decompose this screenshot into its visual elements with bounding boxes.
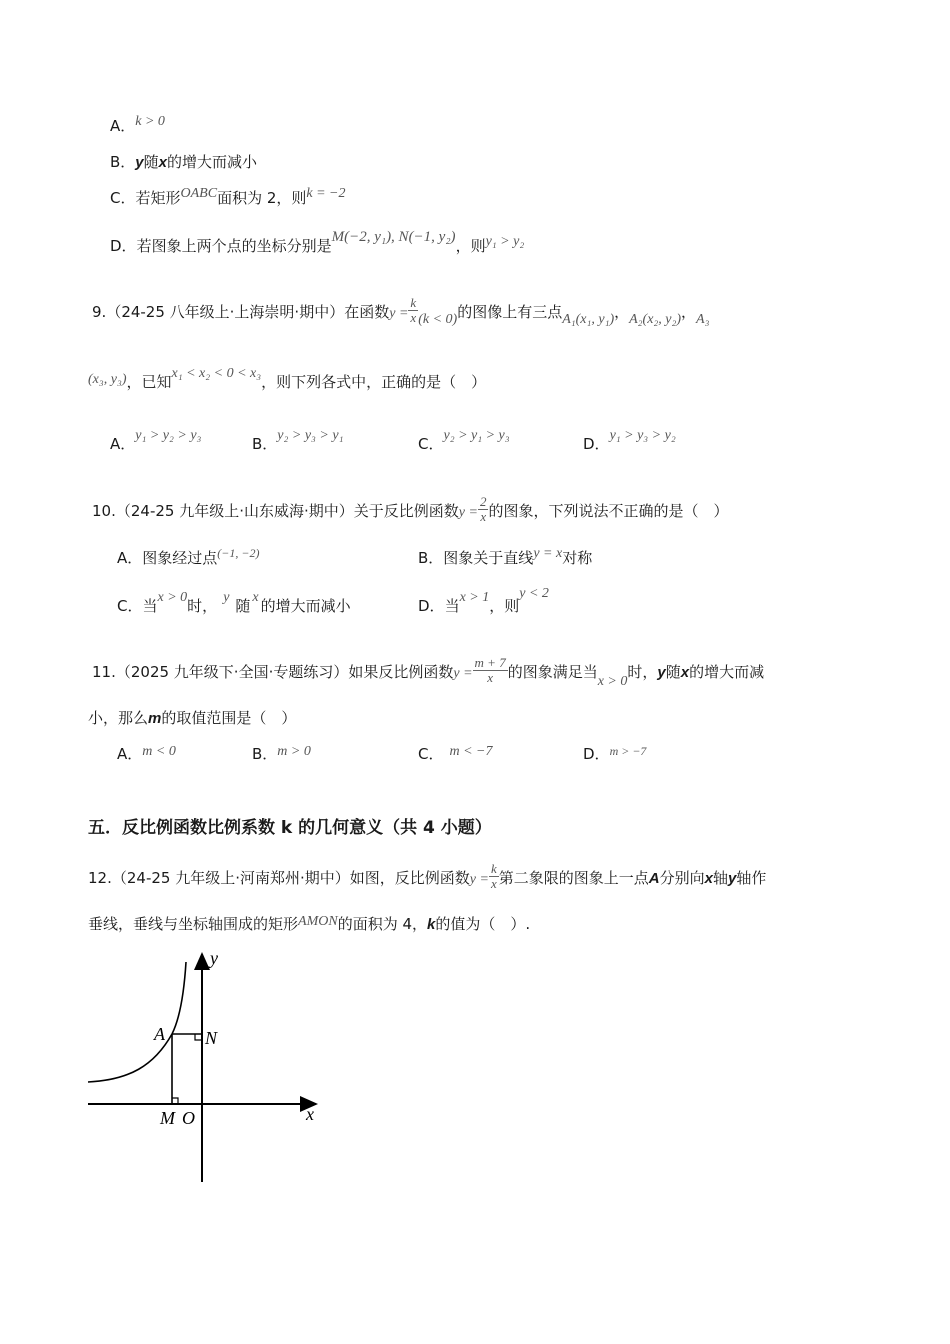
- label-O: O: [182, 1108, 195, 1128]
- label-y: y: [210, 948, 218, 968]
- variable-k: k: [427, 916, 436, 933]
- math-expression: m > −7: [609, 744, 647, 758]
- variable-y: y: [135, 154, 144, 171]
- text: 如图，反比例函数: [349, 869, 470, 887]
- text: 小，那么: [88, 709, 149, 727]
- q9-option-c: [418, 428, 510, 456]
- q11-stem-line1: [92, 655, 765, 689]
- text: 若图象上两个点的坐标分别是: [136, 237, 332, 255]
- fraction-numerator: k: [490, 861, 497, 876]
- text: 时，: [187, 597, 218, 615]
- option-label: A．: [117, 745, 143, 763]
- option-label: C．: [418, 435, 444, 453]
- q10-option-b: [418, 548, 592, 570]
- variable-x: x: [158, 154, 167, 171]
- text: 面积为 2，则: [217, 189, 307, 207]
- question-source: （24-25 九年级上·山东威海·期中）: [115, 502, 354, 520]
- math-expression: m < −7: [449, 744, 493, 759]
- q8-option-d: [110, 229, 525, 258]
- text: 时，: [627, 663, 658, 681]
- q10-option-d: [418, 586, 549, 618]
- fraction-numerator: 2: [479, 494, 487, 509]
- text: 轴: [712, 869, 728, 887]
- math-expression: A₁(x₁, y₁): [562, 312, 615, 327]
- math-expression: y₁ > y₃ > y₂: [609, 428, 676, 443]
- math-expression: k > 0: [135, 114, 165, 129]
- fraction-numerator: m + 7: [474, 655, 506, 670]
- math-expression: y₂ > y₁ > y₃: [443, 428, 510, 443]
- text: 在函数: [344, 303, 390, 321]
- label-M: M: [160, 1108, 175, 1128]
- option-label: C．: [418, 745, 444, 763]
- q8-option-c: [110, 188, 345, 210]
- fraction: [408, 296, 418, 325]
- text: ，已知: [126, 373, 172, 391]
- text: 对称: [562, 549, 593, 567]
- variable-A: A: [648, 870, 660, 887]
- math-expression: A₂(x₂, y₂): [629, 312, 682, 327]
- q11-stem-line2: [88, 708, 296, 729]
- q10-option-a: [117, 548, 259, 569]
- q11-option-b: [252, 744, 311, 766]
- fraction: [489, 862, 499, 891]
- math-expression: y =: [389, 306, 409, 321]
- math-expression: y₁ > y₂ > y₃: [135, 428, 202, 443]
- text: 轴作: [736, 869, 767, 887]
- fraction: [478, 495, 489, 524]
- math-expression: m > 0: [277, 744, 311, 759]
- math-expression: A₃: [696, 312, 710, 327]
- text: 的面积为 4，: [337, 915, 427, 933]
- math-expression: x > 1: [459, 590, 490, 605]
- text: 随: [235, 597, 251, 615]
- text: 的图象，下列说法不正确的是（ ）: [488, 502, 729, 520]
- text: 的取值范围是（ ）: [161, 709, 297, 727]
- q10-stem: [92, 494, 729, 526]
- q12-stem-line2: [88, 914, 530, 936]
- text: 第二象限的图象上一点: [498, 869, 649, 887]
- q8-option-a: [110, 116, 165, 138]
- q9-option-d: [583, 428, 676, 456]
- math-expression: x > 0: [157, 590, 188, 605]
- text: ，则: [489, 597, 520, 615]
- q10-option-c: [117, 590, 351, 618]
- text: ，则: [455, 237, 486, 255]
- math-expression: (k < 0): [418, 312, 458, 327]
- q9-option-a: [110, 428, 202, 456]
- q11-option-a: [117, 744, 176, 766]
- q9-option-b: [252, 428, 344, 456]
- text: ，则下列各式中，正确的是（ ）: [261, 373, 487, 391]
- question-number: 12.: [88, 869, 112, 887]
- right-angle-N: [195, 1034, 202, 1040]
- option-label: C．: [117, 597, 143, 615]
- math-expression: k = −2: [306, 186, 346, 201]
- text: 随: [665, 663, 681, 681]
- question-source: （24-25 八年级上·上海崇明·期中）: [106, 303, 345, 321]
- text: 的图像上有三点: [457, 303, 563, 321]
- fraction-denominator: x: [487, 670, 493, 685]
- math-expression: (−1, −2): [217, 546, 260, 560]
- question-source: （24-25 九年级上·河南郑州·期中）: [111, 869, 350, 887]
- label-A: A: [154, 1024, 165, 1044]
- q8-option-b: [110, 152, 257, 173]
- math-expression: y =: [453, 666, 473, 681]
- math-expression: AMON: [298, 914, 338, 929]
- option-label: B．: [252, 435, 278, 453]
- variable-y: y: [727, 870, 737, 887]
- option-label: B．: [418, 549, 444, 567]
- math-expression: y = x: [533, 546, 563, 561]
- option-label: A．: [110, 117, 136, 135]
- text: 的增大而减小: [260, 597, 351, 615]
- question-number: 9.: [92, 303, 107, 321]
- math-expression: x: [252, 590, 259, 605]
- text: 当: [142, 597, 158, 615]
- math-expression: (x₃, y₃): [88, 372, 127, 387]
- text: ，: [614, 303, 630, 321]
- math-expression: y₂ > y₃ > y₁: [277, 428, 344, 443]
- option-label: A．: [117, 549, 143, 567]
- q11-option-d: [583, 744, 646, 765]
- option-label: B．: [110, 153, 136, 171]
- variable-x: x: [680, 664, 690, 681]
- fraction-numerator: k: [410, 295, 417, 310]
- math-expression: y =: [458, 505, 478, 520]
- option-label: A．: [110, 435, 136, 453]
- math-expression: y =: [469, 872, 489, 887]
- variable-y: y: [657, 664, 666, 681]
- label-N: N: [205, 1028, 218, 1048]
- text: 图象关于直线: [443, 549, 534, 567]
- math-expression: OABC: [180, 186, 218, 201]
- math-expression: x₁ < x₂ < 0 < x₃: [171, 366, 262, 381]
- text: 当: [444, 597, 460, 615]
- text: 的增大而减小: [167, 153, 258, 171]
- text: 随: [143, 153, 159, 171]
- math-expression: M(−2, y₁), N(−1, y₂): [331, 229, 456, 245]
- math-expression: y₁ > y₂: [485, 234, 525, 249]
- variable-m: m: [148, 710, 162, 727]
- question-number: 11.: [92, 663, 116, 681]
- text: 分别向: [659, 869, 705, 887]
- fraction-denominator: x: [480, 509, 487, 524]
- fraction: [473, 656, 508, 685]
- text: ，: [681, 303, 697, 321]
- option-label: D．: [418, 597, 445, 615]
- text: 如果反比例函数: [348, 663, 454, 681]
- fraction-denominator: x: [410, 310, 417, 325]
- question-number: 10.: [92, 502, 116, 520]
- math-expression: y: [223, 590, 230, 605]
- text: 关于反比例函数: [353, 502, 459, 520]
- option-label: D．: [583, 435, 610, 453]
- text: 的图象满足当: [507, 663, 598, 681]
- q9-stem-line2: [88, 366, 487, 394]
- q9-stem-line1: [92, 295, 710, 327]
- variable-x: x: [704, 870, 713, 887]
- math-expression: x > 0: [597, 674, 628, 689]
- text: 的增大而减: [689, 663, 765, 681]
- question-source: （2025 九年级下·全国·专题练习）: [115, 663, 349, 681]
- q12-stem-line1: [88, 861, 767, 893]
- option-label: D．: [110, 237, 137, 255]
- section-heading: 五．反比例函数比例系数 k 的几何意义（共 4 小题）: [88, 818, 492, 838]
- math-expression: m < 0: [142, 744, 176, 759]
- option-label: C．: [110, 189, 136, 207]
- text: 的值为（ ）.: [435, 915, 531, 933]
- math-expression: y < 2: [519, 586, 549, 601]
- text: 图象经过点: [142, 549, 218, 567]
- label-x: x: [306, 1104, 314, 1124]
- text: 若矩形: [135, 189, 181, 207]
- text: 垂线，垂线与坐标轴围成的矩形: [88, 915, 299, 933]
- option-label: D．: [583, 745, 610, 763]
- option-label: B．: [252, 745, 278, 763]
- q11-option-c: [418, 744, 493, 766]
- fraction-denominator: x: [490, 876, 497, 891]
- q12-figure: [84, 948, 344, 1188]
